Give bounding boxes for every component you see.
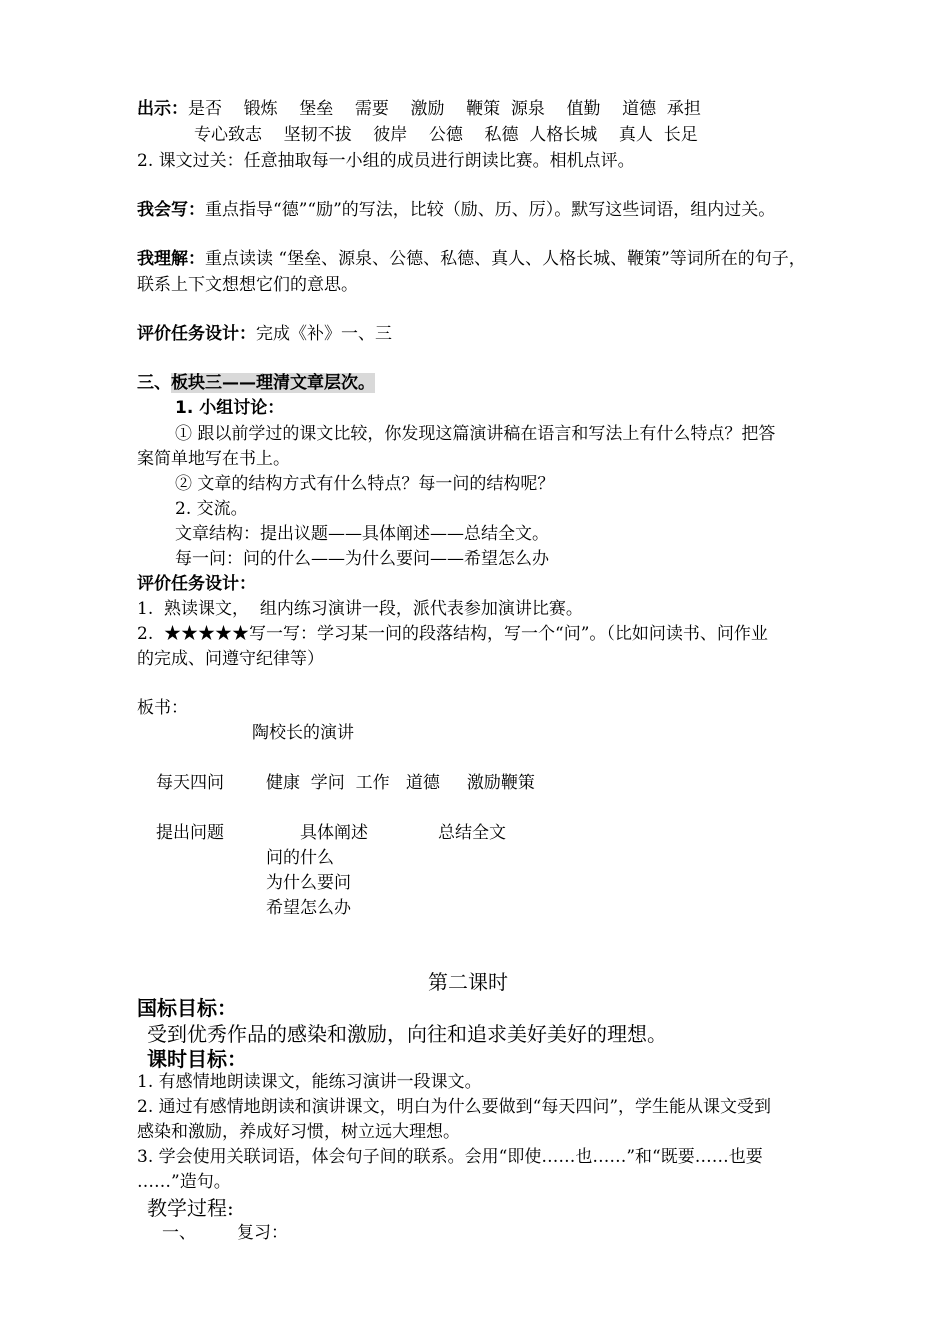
eval-1-text: 完成《补》一、三 [256, 324, 392, 344]
board-row1-right: 健康 学问 工作 道德 激励鞭策 [266, 773, 535, 793]
board-title: 陶校长的演讲 [252, 723, 354, 743]
section-3-title: 板块三——理清文章层次。 [171, 373, 375, 393]
board-sub-1: 问的什么 [266, 848, 334, 868]
each-question-structure: 每一问：问的什么——为什么要问——希望怎么办 [175, 549, 549, 569]
review: 复习： [237, 1223, 288, 1243]
board-row2-b: 具体阐述 [300, 823, 368, 843]
vocab-words-2: 专心致志 坚韧不拔 彼岸 公德 私德 人格长城 真人 长足 [194, 125, 698, 145]
vocab-line-1 [137, 98, 701, 120]
goal-2b: 感染和激励，养成好习惯，树立远大理想。 [137, 1122, 460, 1142]
goal-1: 1. 有感情地朗读课文，能练习演讲一段课文。 [137, 1072, 482, 1092]
question-2: ② 文章的结构方式有什么特点？每一问的结构呢？ [175, 474, 555, 494]
understand-label: 我理解： [137, 249, 205, 269]
understand-text-1: 重点读读 “堡垒、源泉、公德、私德、真人、人格长城、鞭策”等词所在的句子， [205, 249, 806, 269]
section-3-heading [137, 372, 375, 394]
goal-2a: 2. 通过有感情地朗读和演讲课文，明白为什么要做到“每天四问”，学生能从课文受到 [137, 1097, 772, 1117]
class-goal-label: 课时目标： [147, 1047, 247, 1071]
text-check: 2. 课文过关：任意抽取每一小组的成员进行朗读比赛。相机点评。 [137, 151, 635, 171]
eval-2-item-2a: 2. ★★★★★写一写：学习某一问的段落结构，写一个“问”。（比如问读书、问作业 [137, 624, 768, 644]
goal-3b: ……”造句。 [137, 1172, 231, 1192]
show-label: 出示： [137, 99, 188, 119]
understand-paragraph [137, 248, 806, 270]
board-sub-2: 为什么要问 [266, 873, 351, 893]
eval-1 [137, 323, 392, 345]
goal-3a: 3. 学会使用关联词语，体会句子间的联系。会用“即使……也……”和“既要……也要 [137, 1147, 763, 1167]
board-sub-3: 希望怎么办 [266, 898, 351, 918]
board-label: 板书： [137, 698, 188, 718]
lesson-2-title: 第二课时 [428, 970, 508, 994]
national-goal-text: 受到优秀作品的感染和激励，向往和追求美好美好的理想。 [147, 1022, 667, 1046]
national-goal-label: 国标目标： [137, 996, 237, 1020]
group-discussion-title: 1. 小组讨论： [175, 398, 285, 418]
write-paragraph [137, 199, 775, 221]
write-text: 重点指导“德”“励”的写法，比较（励、历、厉）。默写这些词语，组内过关。 [205, 200, 776, 220]
board-row2-a: 提出问题 [156, 823, 224, 843]
teaching-process: 教学过程: [147, 1196, 234, 1220]
eval-2-label: 评价任务设计： [137, 574, 256, 594]
board-row2-c: 总结全文 [438, 823, 506, 843]
section-3-prefix: 三、 [137, 373, 171, 393]
question-1a: ① 跟以前学过的课文比较，你发现这篇演讲稿在语言和写法上有什么特点？把答 [175, 424, 776, 444]
write-label: 我会写： [137, 200, 205, 220]
exchange: 2. 交流。 [175, 499, 248, 519]
eval-1-label: 评价任务设计： [137, 324, 256, 344]
eval-2-item-2b: 的完成、问遵守纪律等） [137, 649, 324, 669]
board-row1-left: 每天四问 [156, 773, 224, 793]
question-1b: 案简单地写在书上。 [137, 449, 290, 469]
review-number: 一、 [162, 1223, 196, 1243]
understand-text-2: 联系上下文想想它们的意思。 [137, 275, 358, 295]
vocab-words-1: 是否 锻炼 堡垒 需要 激励 鞭策 源泉 值勤 道德 承担 [188, 99, 701, 119]
eval-2-item-1: 1. 熟读课文， 组内练习演讲一段，派代表参加演讲比赛。 [137, 599, 583, 619]
article-structure: 文章结构：提出议题——具体阐述——总结全文。 [175, 524, 549, 544]
